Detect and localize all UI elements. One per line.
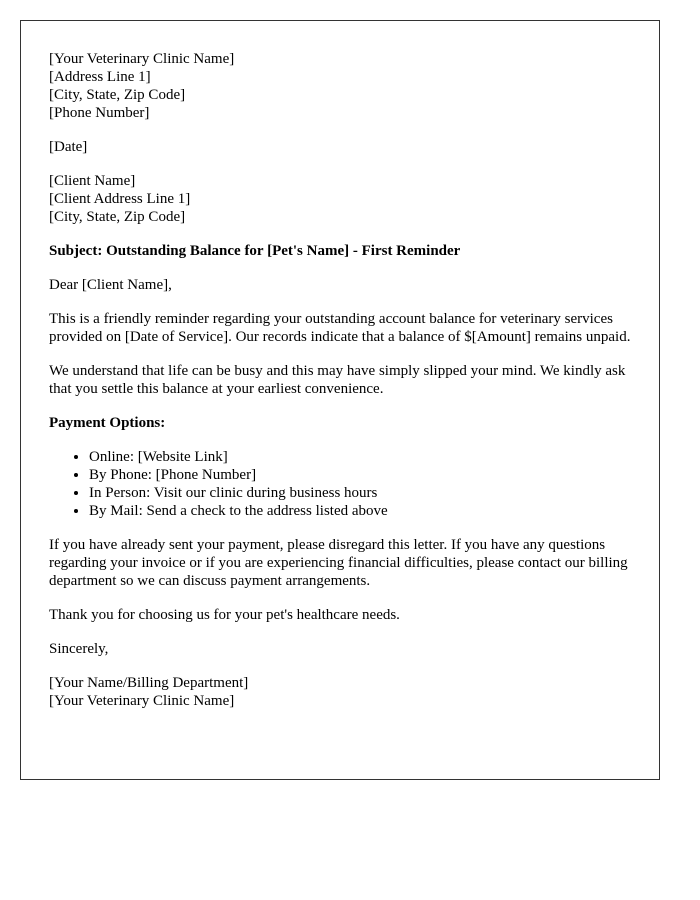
payment-option-in-person: • In Person: Visit our clinic during business hours (89, 484, 631, 502)
sender-address-block (49, 50, 631, 122)
sender-city-state-zip: [City, State, Zip Code] (49, 87, 186, 103)
request-paragraph: We understand that life can be busy and this may have simply slipped your mind. We kindly ask that you settle this balance at your earliest convenience. (49, 363, 626, 397)
thank-you-paragraph: Thank you for choosing us for your pet's healthcare needs. (49, 607, 400, 623)
sender-address-line-1: [Address Line 1] (49, 69, 151, 85)
recipient-address-line-1: [Client Address Line 1] (49, 191, 191, 207)
signature-block (49, 674, 631, 710)
sender-clinic-name: [Your Veterinary Clinic Name] (49, 51, 235, 67)
date-block (49, 138, 631, 156)
recipient-address-block (49, 172, 631, 226)
disregard-paragraph: If you have already sent your payment, please disregard this letter. If you have any questions regarding your invoice or if you are experiencing financial difficulties, please contact our billing department so we can discuss payment arrangements. (49, 537, 628, 589)
payment-options-list (49, 448, 631, 520)
letter-page (20, 20, 660, 780)
sender-phone: [Phone Number] (49, 105, 150, 121)
reminder-paragraph: This is a friendly reminder regarding your outstanding account balance for veterinary services provided on [Date of Service]. Our records indicate that a balance of $[Amount] remains unpaid. (49, 311, 631, 345)
salutation: Dear [Client Name], (49, 277, 172, 293)
subject-line: Subject: Outstanding Balance for [Pet's Name] - First Reminder (49, 243, 461, 259)
sign-off: Sincerely, (49, 641, 109, 657)
letter-date: [Date] (49, 139, 88, 155)
signer-clinic-name: [Your Veterinary Clinic Name] (49, 693, 235, 709)
recipient-name: [Client Name] (49, 173, 136, 189)
payment-option-mail: • By Mail: Send a check to the address listed above (89, 502, 631, 520)
payment-option-phone: • By Phone: [Phone Number] (89, 466, 631, 484)
recipient-city-state-zip: [City, State, Zip Code] (49, 209, 186, 225)
payment-option-online: • Online: [Website Link] (89, 448, 631, 466)
payment-options-heading: Payment Options: (49, 415, 166, 431)
signer-name: [Your Name/Billing Department] (49, 675, 249, 691)
